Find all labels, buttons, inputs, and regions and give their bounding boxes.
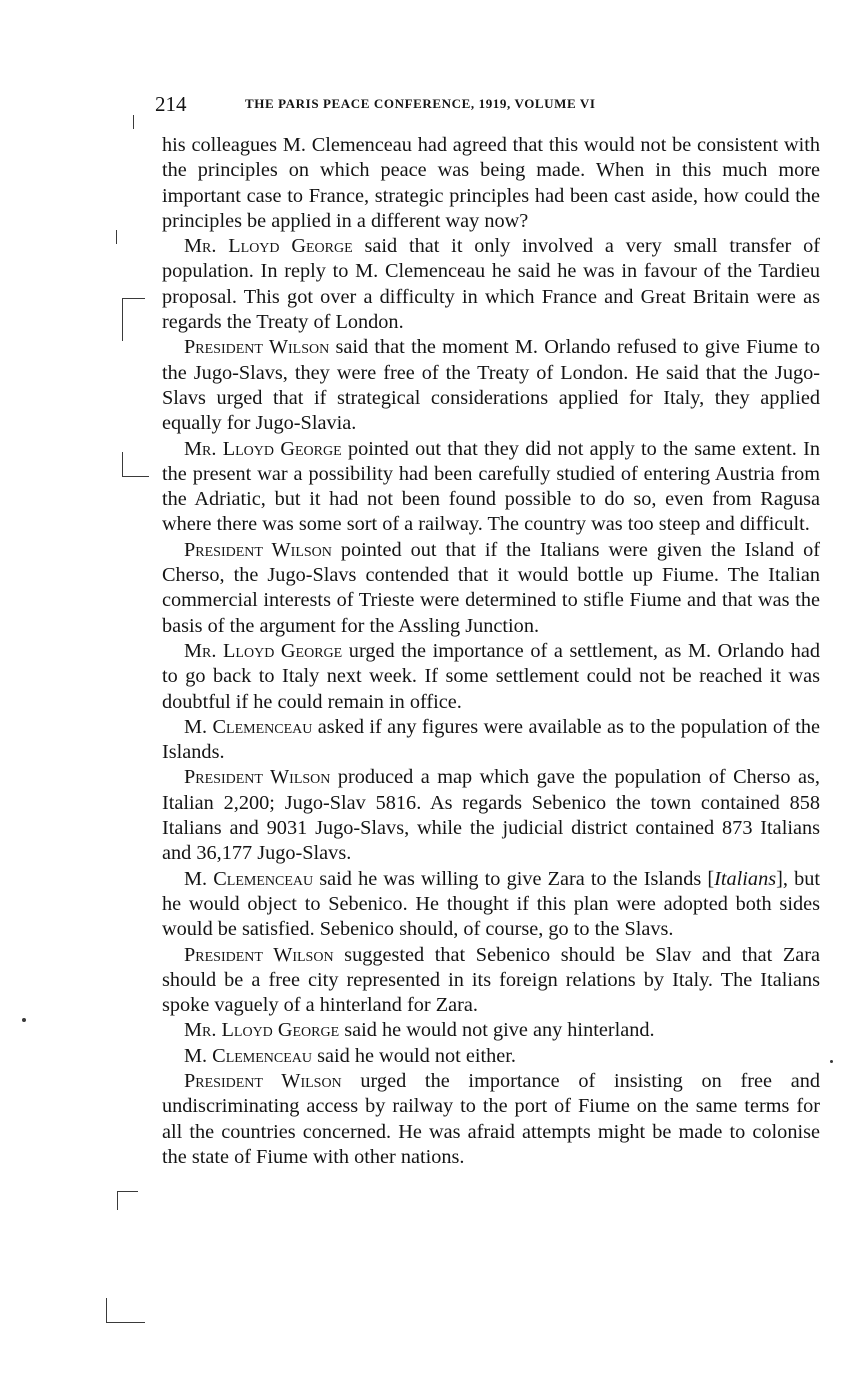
margin-bracket-mark [106,1298,145,1323]
speaker-name: Mr. Lloyd George [184,437,342,460]
page-number: 214 [155,92,187,116]
speaker-name: Mr. Lloyd George [184,235,353,258]
speaker-name: Mr. Lloyd George [184,639,343,662]
paragraph-text: said that it only involved a very small transfer of population. In reply to M. Clemenceau he said he was in favour of the Tardieu proposal. This got over a difficulty in which France and Great Britain were as regards the Treaty of London. [162,235,820,334]
paragraph-text: said he would not give any hinterland. [339,1019,655,1042]
speaker-name: M. Clemenceau [184,867,314,890]
paragraph [162,867,820,943]
speaker-name: President Wilson [184,766,331,789]
paragraph-text: suggested that Sebenico should be Slav and that Zara should be a free city represented in its foreign relations by Italy. The Italians spoke vaguely of a hinterland for Zara. [162,943,820,1017]
paragraph [162,234,820,335]
paragraph [162,1018,820,1043]
paragraph-text: said he was willing to give Zara to the Islands [ [313,867,715,890]
paragraph-text-after: ], but he would object to Sebenico. He thought if this plan were adopted both sides would be satisfied. Sebenico should, of course, go to the Slavs. [162,867,820,941]
paragraph-text: pointed out that they did not apply to the same extent. In the present war a possibility had been carefully studied of entering Austria from the Adriatic, but it had not been found possible to do so, even from Ragusa where there was some sort of a railway. The country was too steep and difficult. [162,437,820,536]
paragraph-text: produced a map which gave the population of Cherso as, Italian 2,200; Jugo-Slav 5816. As regards Sebenico the town contained 858 Italians and 9031 Jugo-Slavs, while the judicial district contained 873 Italians and 36,177 Jugo-Slavs. [162,766,820,865]
paragraph-text: said he would not either. [312,1044,516,1067]
paragraph [162,538,820,639]
paragraph [162,1069,820,1170]
paragraph-text: urged the importance of a settlement, as M. Orlando had to go back to Italy next week. If some settlement could not be reached it was doubtful if he could remain in office. [162,639,821,713]
paragraph-text: urged the importance of insisting on free and undiscriminating access by railway to the port of Fiume on the same terms for all the countries concerned. He was afraid attempts might be made to colonise the state of Fiume with other nations. [162,1069,821,1168]
paragraph [162,639,820,715]
italic-insertion: Italians [714,867,777,890]
paragraph [162,335,820,436]
paragraph [162,1044,820,1069]
speaker-name: President Wilson [184,1069,342,1092]
margin-bracket-mark [117,1191,138,1210]
scan-speck [22,1018,26,1022]
scan-speck [830,1060,833,1063]
paragraph-text: pointed out that if the Italians were given the Island of Cherso, the Jugo-Slavs contended that it would bottle up Fiume. The Italian commercial interests of Trieste were determined to stifle Fiume and that was the basis of the argument for the Assling Junction. [162,538,820,637]
paragraph-text: asked if any figures were available as to the population of the Islands. [162,715,820,764]
page-header [155,92,820,120]
margin-tick-mark [133,115,136,129]
speaker-name: President Wilson [184,943,334,966]
speaker-name: M. Clemenceau [184,1044,313,1067]
document-body [162,133,820,1170]
speaker-name: President Wilson [184,538,332,561]
margin-bracket-mark [122,452,149,477]
paragraph-text: his colleagues M. Clemenceau had agreed that this would not be consistent with the principles on which peace was being made. When in this much more important case to France, strategic principles had been cast aside, how could the principles be applied in a different way now? [162,134,820,232]
margin-bracket-mark [122,298,145,341]
margin-tick-mark [116,230,119,244]
paragraph-text: said that the moment M. Orlando refused to give Fiume to the Jugo-Slavs, they were free of the Treaty of London. He said that the Jugo-Slavs urged that if strategical considerations applied for Italy, they applied equally for Jugo-Slavia. [162,336,820,435]
speaker-name: Mr. Lloyd George [184,1019,340,1042]
speaker-name: M. Clemenceau [184,715,313,738]
paragraph [162,943,820,1019]
paragraph [162,437,820,538]
paragraph [162,765,820,866]
running-head: THE PARIS PEACE CONFERENCE, 1919, VOLUME VI [245,96,596,111]
paragraph-continuation [162,133,820,234]
speaker-name: President Wilson [184,336,330,359]
paragraph [162,715,820,766]
